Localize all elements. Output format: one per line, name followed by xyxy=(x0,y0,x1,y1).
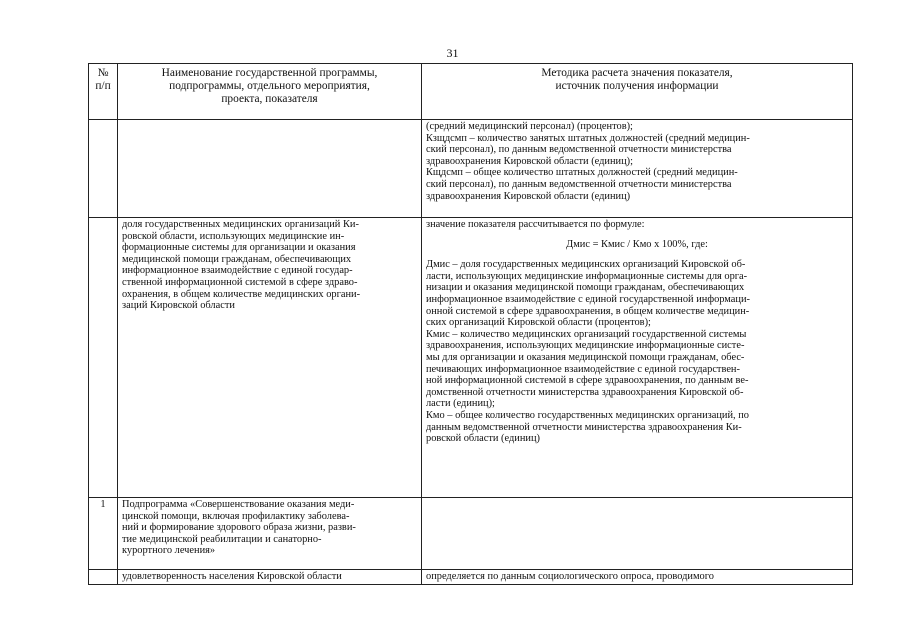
row-name xyxy=(118,498,422,570)
row-method xyxy=(422,570,853,585)
method-line: домственной отчетности министерства здравоохранения Кировской об- xyxy=(426,386,744,398)
name-line: заций Кировской области xyxy=(122,300,235,312)
method-line: (средний медицинский персонал) (процентов); xyxy=(426,121,633,132)
row-number xyxy=(89,120,118,218)
name-line: ний и формирование здорового образа жизни, разви- xyxy=(122,522,356,534)
method-line: Кзщдсмп – количество занятых штатных должностей (средний медицин- xyxy=(426,132,750,144)
method-formula: Дмис = Кмис / Кмо х 100%, где: xyxy=(566,238,708,250)
row-name xyxy=(118,570,422,585)
header-number-line: п/п xyxy=(95,80,111,92)
header-number xyxy=(89,64,118,120)
table-header-row xyxy=(89,64,853,120)
name-line: Подпрограмма «Совершенствование оказания меди- xyxy=(122,499,355,510)
name-line: охранения, в общем количестве медицинских органи- xyxy=(122,288,361,300)
method-line: информационное взаимодействие с единой государственной информаци- xyxy=(426,293,750,305)
method-line: печивающих информационное взаимодействие с единой государствен- xyxy=(426,363,740,375)
header-name-line: проекта, показателя xyxy=(221,93,318,105)
name-line: формационные системы для организации и оказания xyxy=(122,242,356,254)
row-method xyxy=(422,120,853,218)
method-line: ровской области (единиц) xyxy=(426,433,540,445)
name-line: ровской области, использующих медицинские ин- xyxy=(122,230,345,242)
table-row xyxy=(89,218,853,498)
name-line: удовлетворенность населения Кировской области xyxy=(122,571,342,582)
method-line: ной информационной системой в сфере здравоохранения, по данным ве- xyxy=(426,375,749,387)
method-line: определяется по данным социологического опроса, проводимого xyxy=(426,571,714,582)
method-line: данным ведомственной отчетности министерства здравоохранения Ки- xyxy=(426,421,742,433)
method-line: здравоохранения Кировской области (единиц) xyxy=(426,190,631,202)
name-line: доля государственных медицинских организаций Ки- xyxy=(122,219,359,230)
name-line: информационное взаимодействие с единой государ- xyxy=(122,265,353,277)
name-line: ственной информационной системой в сфере здраво- xyxy=(122,276,358,288)
indicators-table xyxy=(88,63,853,585)
name-line: курортного лечения» xyxy=(122,545,216,557)
header-number-line: № xyxy=(97,67,109,79)
method-line: здравоохранения, использующих медицинские информационные систе- xyxy=(426,340,745,352)
row-name xyxy=(118,218,422,498)
header-method-line: источник получения информации xyxy=(555,80,719,92)
method-line: ласти (единиц); xyxy=(426,398,495,410)
name-line: цинской помощи, включая профилактику заболева- xyxy=(122,510,350,522)
page-number: 31 xyxy=(446,46,459,60)
name-line: медицинской помощи гражданам, обеспечивающих xyxy=(122,253,352,265)
header-name xyxy=(118,64,422,120)
header-name-line: Наименование государственной программы, xyxy=(161,67,378,79)
header-name-line: подпрограммы, отдельного мероприятия, xyxy=(169,80,370,92)
method-intro: значение показателя рассчитывается по формуле: xyxy=(426,219,645,230)
table-row xyxy=(89,498,853,570)
method-line: онной системой в сфере здравоохранения, в общем количестве медицин- xyxy=(426,305,750,317)
method-line: ласти, использующих медицинские информационные системы для орга- xyxy=(426,270,748,282)
row-number: 1 xyxy=(89,498,118,570)
method-line: ский персонал), по данным ведомственной отчетности министерства xyxy=(426,144,732,156)
row-number xyxy=(89,570,118,585)
header-method xyxy=(422,64,853,120)
row-method xyxy=(422,498,853,570)
method-line: низации и оказания медицинской помощи гражданам, обеспечивающих xyxy=(426,282,745,294)
method-line: здравоохранения Кировской области (единиц); xyxy=(426,155,634,167)
table-row xyxy=(89,120,853,218)
method-line: ский персонал), по данным ведомственной отчетности министерства xyxy=(426,178,732,190)
row-number xyxy=(89,218,118,498)
row-method xyxy=(422,218,853,498)
method-line: ских организаций Кировской области (процентов); xyxy=(426,317,651,329)
table-row xyxy=(89,570,853,585)
method-line: Кщдсмп – общее количество штатных должностей (средний медицин- xyxy=(426,167,738,179)
header-method-line: Методика расчета значения показателя, xyxy=(541,67,733,79)
method-line: Кмо – общее количество государственных медицинских организаций, по xyxy=(426,409,749,421)
row-name xyxy=(118,120,422,218)
method-line: мы для организации и оказания медицинской помощи гражданам, обес- xyxy=(426,351,745,363)
method-line: Дмис – доля государственных медицинских организаций Кировской об- xyxy=(426,259,746,271)
method-line: Кмис – количество медицинских организаций государственной системы xyxy=(426,328,747,340)
name-line: тие медицинской реабилитации и санаторно- xyxy=(122,533,322,545)
